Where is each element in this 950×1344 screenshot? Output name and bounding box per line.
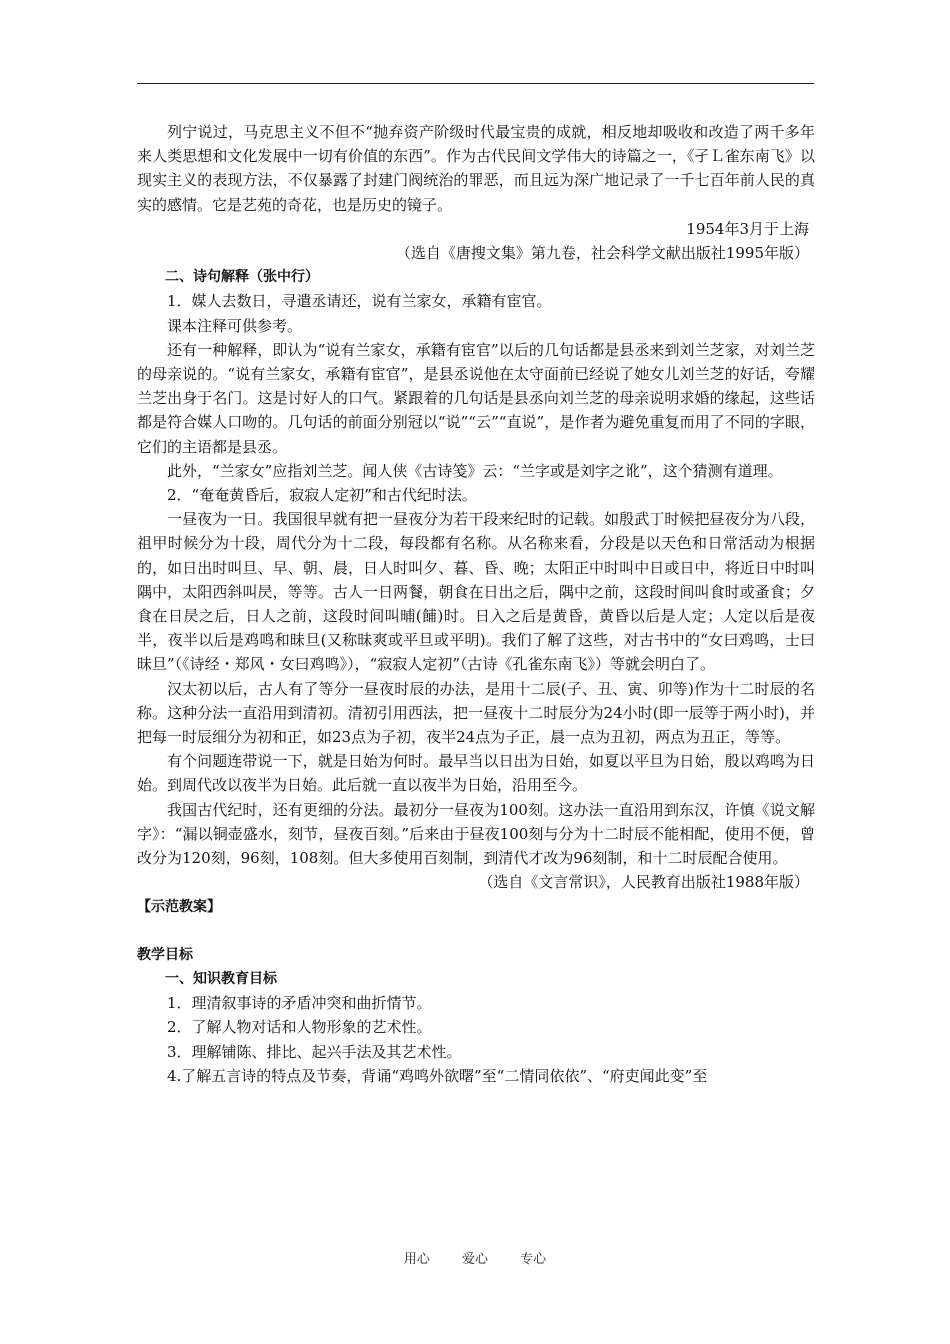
paragraph: 课本注释可供参考。 [167,316,303,335]
paragraph: 一昼夜为一日。我国很早就有把一昼夜分为若干段来纪时的记载。如殷武丁时候把昼夜分为八段，祖甲时候分为十段，周代分为十二段，每段都有名称。从名称来看，分段是以天色和日常活动为根据的，如日出时叫旦、早、朝、晨，日人时叫夕、暮、昏、晚；太阳正中时叫中日或日中，将近日中时叫隅中，太阳西斜叫昃，等等。古人一日两餐，朝食在日出之后，隅中之前，这段时间叫食时或蚤食；夕食在日昃之后，日人之前，这段时间叫晡(餔)时。日入之后是黄昏，黄昏以后是人定；人定以后是夜半，夜半以后是鸡鸣和昧旦(又称昧爽或平旦或平明)。我们了解了这些，对古书中的“女曰鸡鸣，士曰昧旦”（《诗经・郑风・女曰鸡鸣》），“寂寂人定初”（古诗《孔雀东南飞》）等就会明白了。 [137,510,815,674]
section-heading: 教学目标 [137,946,193,963]
paragraph: （选自《唐搜文集》第九卷，社会科学文献出版社1995年版） [395,244,809,263]
paragraph: 有个问题连带说一下，就是日始为何时。最早当以日出为日始，如夏以平旦为日始，殷以鸡鸣为日始。到周代改以夜半为日始。此后就一直以夜半为日始，沿用至今。 [137,752,815,795]
paragraph: 1．媒人去数日，寻遣丞请还，说有兰家女，承籍有宦官。 [167,292,552,311]
footer-text-1: 用心 [403,1252,430,1267]
paragraph: 4.了解五言诗的特点及节奏，背诵“鸡鸣外欲曙”至“二情同依依”、“府吏闻此变”至 [167,1066,708,1085]
paragraph: 汉太初以后，古人有了等分一昼夜时辰的办法，是用十二辰(子、丑、寅、卯等)作为十二时辰的名称。这种分法一直沿用到清初。清初引用西法，把一昼夜十二时辰分为24小时(即一辰等于两小时)，并把每一时辰细分为初和正，如23点为子初，夜半24点为子正，晨一点为丑初，两点为丑正，等等。 [137,679,815,747]
paragraph: 列宁说过，马克思主义不但不“抛弃资产阶级时代最宝贵的成就，相反地却吸收和改造了两千多年来人类思想和文化发展中一切有价值的东西”。作为古代民间文学伟大的诗篇之一，《孑Ｌ雀东南飞》以现实主义的表现方法，不仅暴露了封建门阀统治的罪恶，而且远为深广地记录了一千七百年前人民的真实的感情。它是艺苑的奇花，也是历史的镜子。 [137,123,815,214]
section-heading: 二、诗句解释（张中行） [165,269,319,286]
paragraph: 我国古代纪时，还有更细的分法。最初分一昼夜为100刻。这办法一直沿用到东汉，许慎《说文解字》：“漏以铜壶盛水，刻节，昼夜百刻。”后来由于昼夜100刻与分为十二时辰不能相配，使用不便，曾改分为120刻，96刻，108刻。但大多使用百刻制，到清代才改为96刻制，和十二时辰配合使用。 [137,800,815,868]
footer-text-3: 专心 [520,1252,547,1267]
paragraph: 此外，“兰家女”应指刘兰芝。闻人侠《古诗笺》云：“兰字或是刘字之讹”，这个猜测有道理。 [167,461,783,480]
paragraph: 1．理清叙事诗的矛盾冲突和曲折情节。 [167,994,432,1013]
page-footer [0,1248,950,1267]
paragraph: 2．了解人物对话和人物形象的艺术性。 [167,1018,432,1037]
document-body [137,120,815,1088]
paragraph: 2．“奄奄黄昏后，寂寂人定初”和古代纪时法。 [167,486,477,505]
section-heading: 一、知识教育目标 [165,970,277,987]
paragraph: 1954年3月于上海 [686,219,809,238]
paragraph: 还有一种解释，即认为“说有兰家女，承籍有宦官”以后的几句话都是县丞来到刘兰芝家，对刘兰芝的母亲说的。“说有兰家女，承籍有宦官”，是县丞说他在太守面前已经说了她女儿刘兰芝的好话，夸耀兰芝出身于名门。这是讨好人的口气。紧跟着的几句话是县丞向刘兰芝的母亲说明求婚的缘起，这些话都是符合媒人口吻的。几句话的前面分别冠以“说”“云”“直说”，是作者为避免重复而用了不同的字眼，它们的主语都是县丞。 [137,340,815,456]
footer-text-2: 爱心 [461,1252,488,1267]
paragraph: （选自《文言常识》，人民教育出版社1988年版） [478,873,809,892]
header-rule [137,83,814,84]
paragraph: 3．理解铺陈、排比、起兴手法及其艺术性。 [167,1042,462,1061]
blank-line [137,919,815,943]
section-heading: 【示范教案】 [137,898,221,915]
